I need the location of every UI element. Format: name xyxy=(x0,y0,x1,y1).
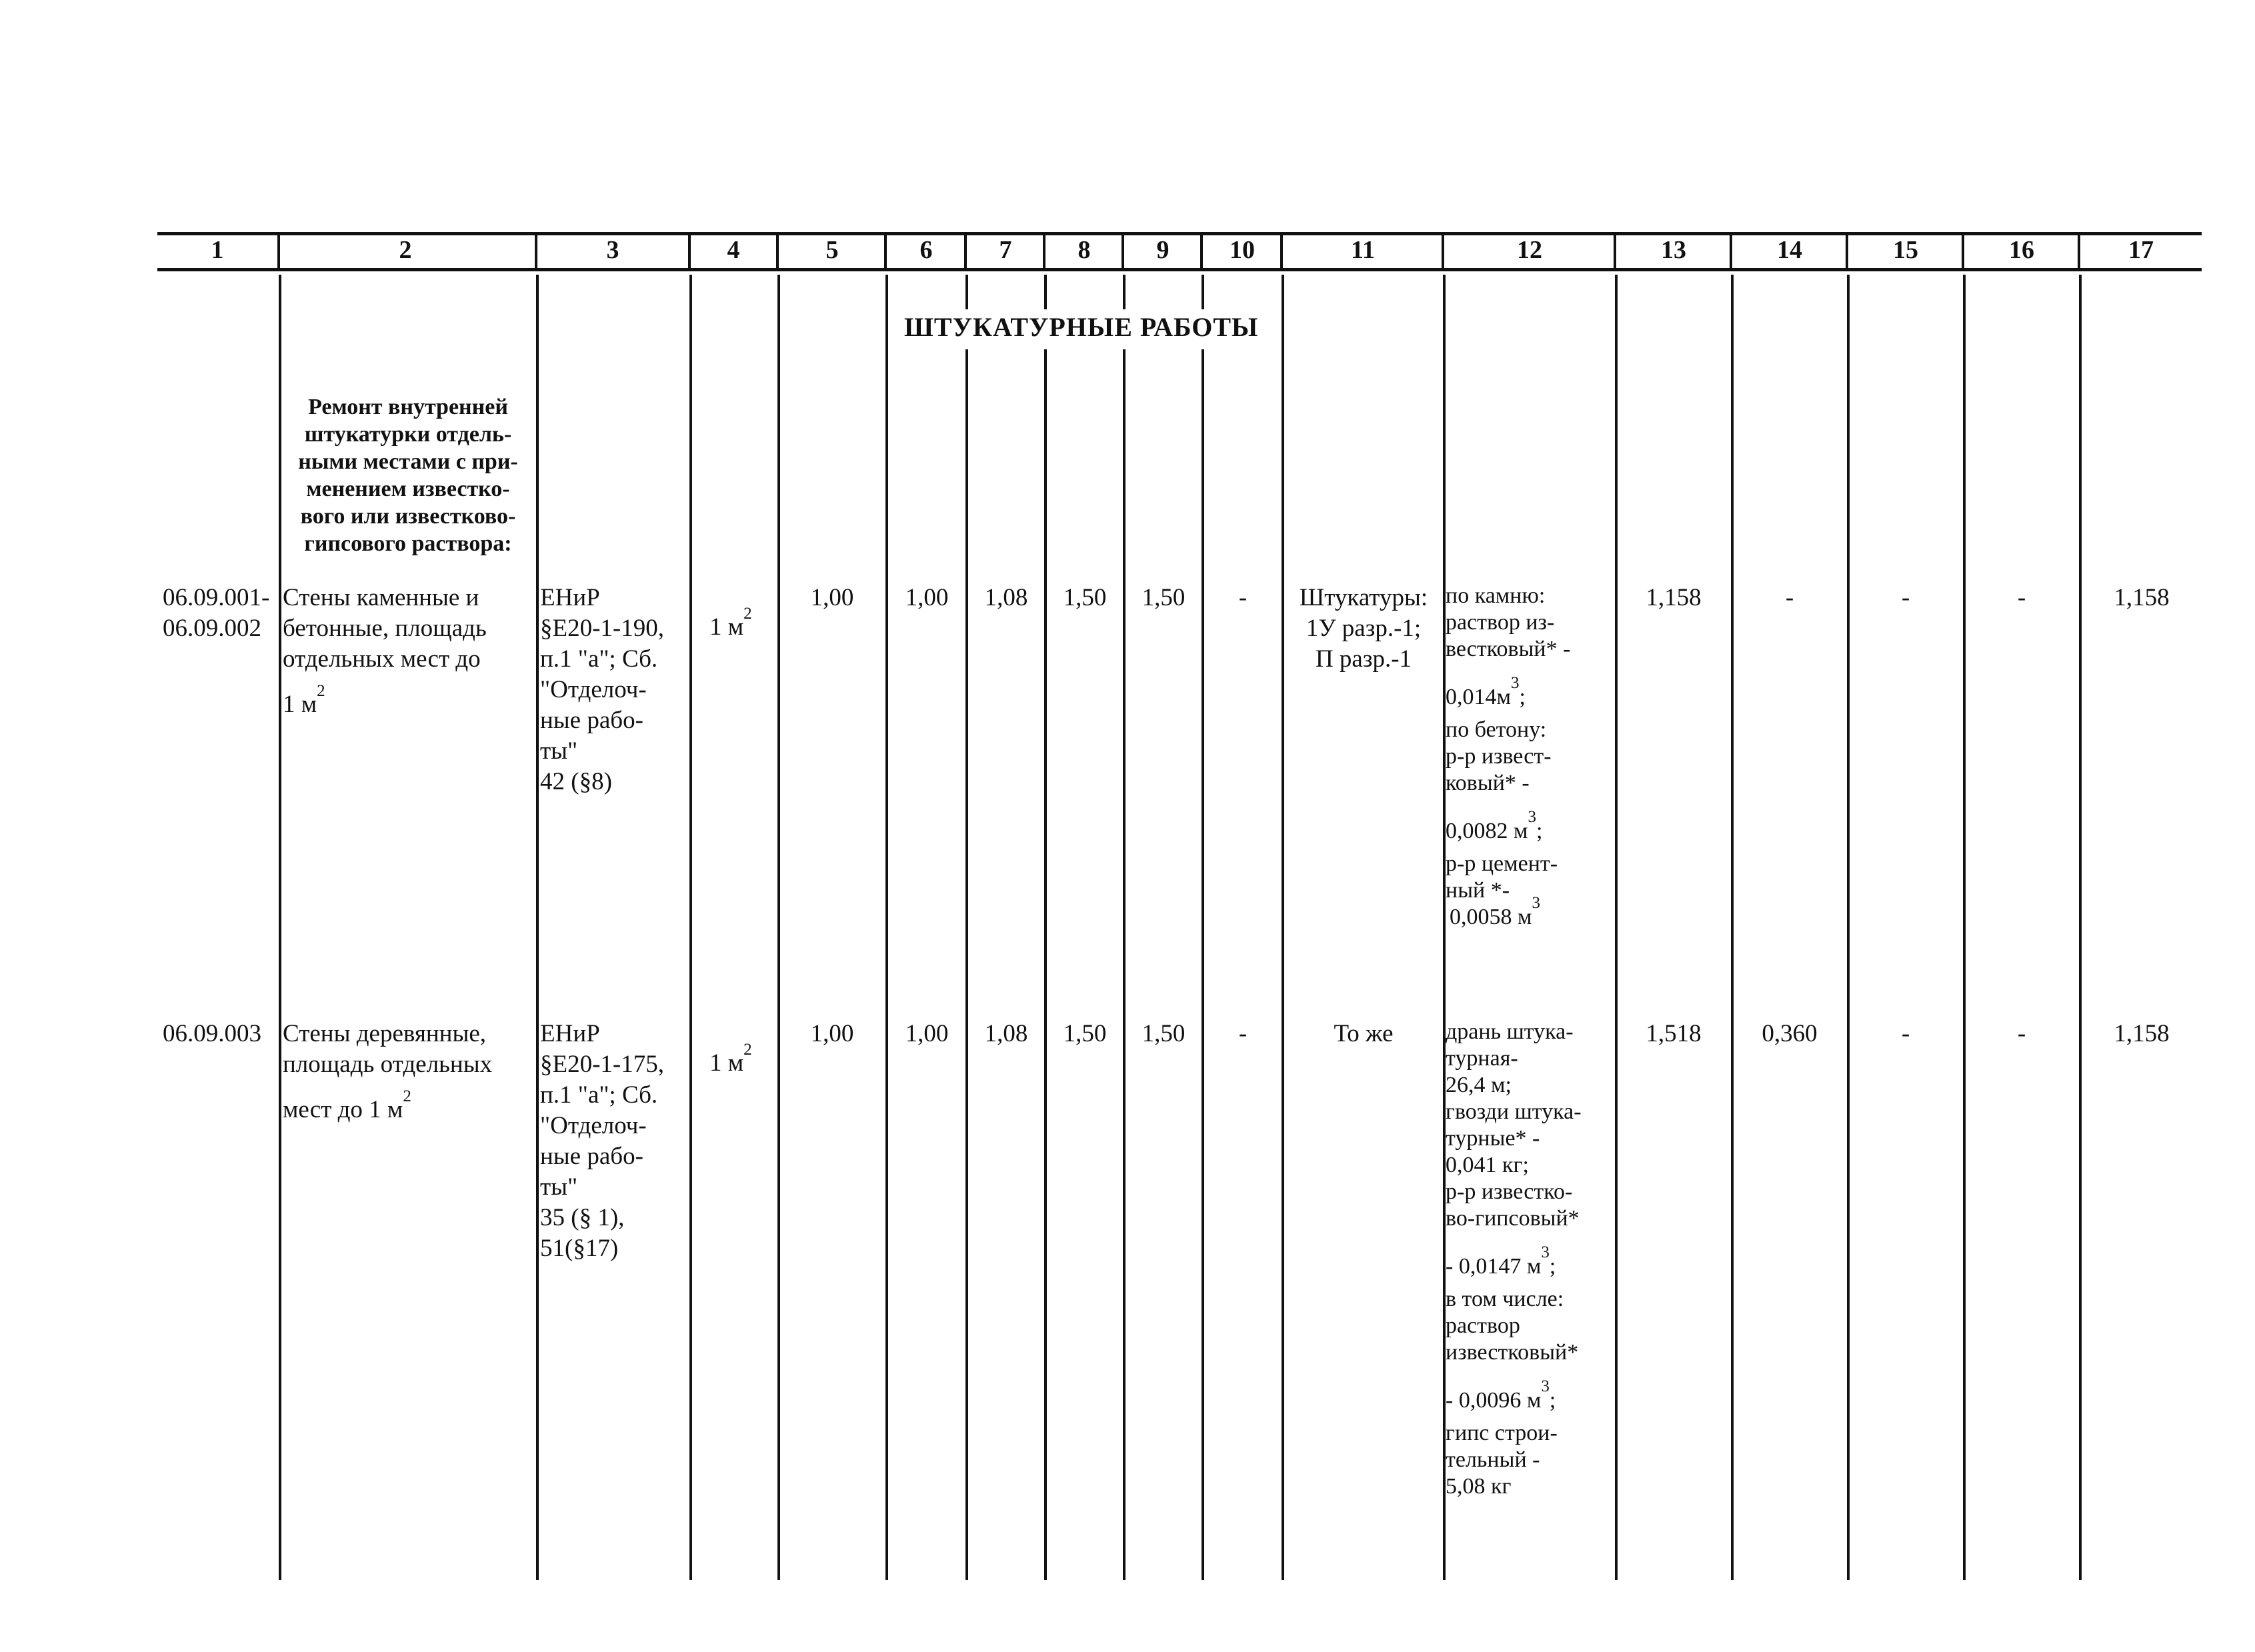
material-line: гипс строи- xyxy=(1446,1421,1558,1445)
col-header-4: 4 xyxy=(727,236,740,264)
group-title-line: гипсового раствора: xyxy=(304,531,512,556)
row-workers xyxy=(1284,1019,1443,1049)
row-col7: 1,08 xyxy=(984,584,1028,611)
code-line: 06.09.002 xyxy=(163,615,261,642)
col-header-2: 2 xyxy=(399,236,412,264)
header-divider xyxy=(277,233,280,269)
header-divider xyxy=(1121,233,1124,269)
row-norm xyxy=(540,583,664,797)
norm-line: 51(§17) xyxy=(540,1235,619,1262)
workers-line: 1У разр.-1; xyxy=(1306,615,1422,642)
col-header-7: 7 xyxy=(999,236,1012,264)
norm-line: ты" xyxy=(540,737,578,765)
col-header-13: 13 xyxy=(1661,236,1686,264)
column-divider xyxy=(1123,275,1125,309)
name-unit-text: 1 м xyxy=(283,691,317,718)
name-line: Стены каменные и xyxy=(283,584,479,611)
group-title-line: штукатурки отдель- xyxy=(304,422,512,447)
name-unit-sup: 2 xyxy=(403,1087,411,1105)
unit-sup: 2 xyxy=(743,605,752,623)
row-col9: 1,50 xyxy=(1142,1020,1186,1047)
header-divider xyxy=(776,233,779,269)
col-header-8: 8 xyxy=(1077,236,1091,264)
material-line: турная- xyxy=(1446,1046,1518,1071)
row-norm xyxy=(540,1019,664,1264)
col-header-6: 6 xyxy=(919,236,933,264)
workers-line: Штукатуры: xyxy=(1299,584,1428,611)
column-divider xyxy=(1731,275,1734,1580)
row-col8: 1,50 xyxy=(1063,1020,1107,1047)
header-divider xyxy=(1730,233,1732,269)
row-code xyxy=(163,583,269,644)
material-line: ковый* - xyxy=(1446,771,1530,795)
row-col16: - xyxy=(2017,1020,2026,1047)
material-text: - 0,0096 м xyxy=(1446,1388,1542,1413)
row-col6: 1,00 xyxy=(905,584,949,611)
column-divider xyxy=(1963,275,1966,1580)
material-line: р-р извест- xyxy=(1446,744,1552,769)
row-unit xyxy=(709,1041,752,1081)
row-col14: - xyxy=(1785,584,1794,611)
material-line: 0,041 кг; xyxy=(1446,1153,1529,1177)
workers-line: П разр.-1 xyxy=(1315,645,1412,673)
header-divider xyxy=(1200,233,1203,269)
code-line: 06.09.003 xyxy=(163,1020,261,1047)
norm-line: "Отделоч- xyxy=(540,676,647,703)
header-divider xyxy=(535,233,537,269)
material-line: вестковый* - xyxy=(1446,637,1571,661)
material-line: тельный - xyxy=(1446,1447,1540,1472)
column-divider xyxy=(965,349,968,1580)
material-line: в том числе: xyxy=(1446,1287,1564,1311)
column-divider xyxy=(1123,349,1125,1580)
norm-line: ные рабо- xyxy=(540,1143,643,1170)
header-divider xyxy=(1442,233,1444,269)
sup-3: 3 xyxy=(1528,808,1537,826)
col-header-3: 3 xyxy=(606,236,619,264)
material-line xyxy=(1446,1243,1582,1282)
row-col7: 1,08 xyxy=(984,1020,1028,1047)
material-line: р-р цемент- xyxy=(1446,851,1558,876)
unit-text: 1 м xyxy=(709,613,744,641)
material-line xyxy=(1446,674,1570,713)
norm-line: §Е20-1-175, xyxy=(540,1051,664,1078)
norm-line: 35 (§ 1), xyxy=(540,1204,625,1231)
code-line: 06.09.001- xyxy=(163,584,270,611)
section-title: ШТУКАТУРНЫЕ РАБОТЫ xyxy=(904,312,1259,342)
norm-line: ты" xyxy=(540,1173,578,1201)
sup-3: 3 xyxy=(1541,1377,1550,1395)
sup-3: 3 xyxy=(1541,1243,1550,1261)
material-line: гвозди штука- xyxy=(1446,1099,1582,1124)
col-header-5: 5 xyxy=(825,236,839,264)
group-title-line: менением известко- xyxy=(306,477,510,501)
material-line: турные* - xyxy=(1446,1126,1540,1151)
material-line: раствор из- xyxy=(1446,610,1555,635)
name-line: бетонные, площадь xyxy=(283,615,487,642)
col-header-11: 11 xyxy=(1351,236,1375,264)
material-line xyxy=(1446,808,1570,847)
row-col14: 0,360 xyxy=(1762,1020,1818,1047)
unit-text: 1 м xyxy=(709,1049,744,1077)
column-divider xyxy=(2079,275,2082,1580)
col-header-15: 15 xyxy=(1893,236,1918,264)
material-line xyxy=(1450,894,1570,933)
col-header-9: 9 xyxy=(1156,236,1170,264)
material-punct: ; xyxy=(1549,1254,1556,1279)
sup-3: 3 xyxy=(1511,674,1520,692)
material-line: по бетону: xyxy=(1446,717,1547,742)
material-punct: ; xyxy=(1519,685,1526,709)
norm-line: п.1 "а"; Сб. xyxy=(540,1081,658,1109)
material-line: дрань штука- xyxy=(1446,1019,1574,1044)
row-materials xyxy=(1446,1019,1582,1500)
name-line: отдельных мест до xyxy=(283,645,481,673)
header-divider xyxy=(1043,233,1045,269)
header-divider xyxy=(884,233,887,269)
material-line: 26,4 м; xyxy=(1446,1073,1512,1097)
column-divider xyxy=(777,275,780,1580)
group-title-line: Ремонт внутренней xyxy=(308,395,508,419)
col-header-14: 14 xyxy=(1777,236,1802,264)
row-materials xyxy=(1446,583,1570,933)
material-line: по камню: xyxy=(1446,583,1546,608)
column-divider xyxy=(965,275,968,309)
group-title-line: вого или известково- xyxy=(300,504,516,529)
col-header-1: 1 xyxy=(211,236,224,264)
column-divider xyxy=(1044,275,1047,309)
header-divider xyxy=(2078,233,2080,269)
norm-line: "Отделоч- xyxy=(540,1112,647,1139)
norm-line: 42 (§8) xyxy=(540,768,612,795)
header-divider xyxy=(688,233,691,269)
sup-3: 3 xyxy=(1532,894,1541,912)
row-col15: - xyxy=(1901,584,1910,611)
row-unit xyxy=(709,605,752,645)
column-divider xyxy=(279,275,281,1580)
row-col15: - xyxy=(1901,1020,1910,1047)
header-divider xyxy=(1280,233,1283,269)
row-col5: 1,00 xyxy=(810,584,854,611)
header-divider xyxy=(1614,233,1616,269)
row-code xyxy=(163,1019,261,1049)
norm-line: ЕНиР xyxy=(540,584,600,611)
group-title-line: ными местами с при- xyxy=(298,449,518,474)
norm-line: §Е20-1-190, xyxy=(540,615,664,642)
name-line: площадь отдельных xyxy=(283,1051,493,1078)
norm-line: ЕНиР xyxy=(540,1020,600,1047)
row-col13: 1,158 xyxy=(1646,584,1702,611)
column-divider xyxy=(536,275,539,1580)
row-col8: 1,50 xyxy=(1063,584,1107,611)
material-line: р-р известко- xyxy=(1446,1179,1573,1204)
norm-line: п.1 "а"; Сб. xyxy=(540,645,658,673)
row-col9: 1,50 xyxy=(1142,584,1186,611)
row-col6: 1,00 xyxy=(905,1020,949,1047)
row-col17: 1,158 xyxy=(2114,1020,2170,1047)
row-col10: - xyxy=(1238,1020,1248,1047)
material-line xyxy=(1446,1377,1582,1416)
name-unit-text: мест до 1 м xyxy=(283,1096,403,1123)
column-divider xyxy=(1615,275,1618,1580)
material-text: 0,0082 м xyxy=(1446,819,1528,843)
header-divider xyxy=(964,233,967,269)
row-col17: 1,158 xyxy=(2114,584,2170,611)
column-divider xyxy=(1847,275,1850,1580)
col-header-17: 17 xyxy=(2128,236,2154,264)
material-text: 0,0058 м xyxy=(1450,905,1532,929)
column-divider xyxy=(885,275,888,1580)
row-col16: - xyxy=(2017,584,2026,611)
col-header-16: 16 xyxy=(2009,236,2034,264)
norm-line: ные рабо- xyxy=(540,707,643,734)
workers-line: То же xyxy=(1334,1020,1394,1047)
material-punct: ; xyxy=(1536,819,1543,843)
row-col13: 1,518 xyxy=(1646,1020,1702,1047)
column-divider xyxy=(689,275,692,1580)
row-col10: - xyxy=(1238,584,1248,611)
header-divider xyxy=(1962,233,1964,269)
name-unit xyxy=(283,1087,492,1128)
material-text: 0,014м xyxy=(1446,685,1512,709)
material-line: раствор xyxy=(1446,1313,1520,1338)
material-punct: ; xyxy=(1549,1388,1556,1413)
col-header-10: 10 xyxy=(1230,236,1255,264)
name-unit-sup: 2 xyxy=(317,682,325,700)
material-line: во-гипсовый* xyxy=(1446,1206,1580,1231)
column-divider xyxy=(1202,275,1204,309)
column-divider xyxy=(1202,349,1204,1580)
material-line: известковый* xyxy=(1446,1340,1579,1365)
group-title xyxy=(283,393,533,557)
row-col5: 1,00 xyxy=(810,1020,854,1047)
material-text: - 0,0147 м xyxy=(1446,1254,1542,1279)
row-name xyxy=(283,583,487,723)
column-divider xyxy=(1044,349,1047,1580)
row-workers xyxy=(1284,583,1443,675)
name-unit xyxy=(283,682,487,723)
name-line: Стены деревянные, xyxy=(283,1020,486,1047)
row-name xyxy=(283,1019,492,1128)
material-line: 5,08 кг xyxy=(1446,1474,1512,1499)
column-divider xyxy=(1282,275,1284,1580)
header-bottom-rule xyxy=(157,268,2202,271)
material-line: ный *- xyxy=(1446,878,1510,903)
col-header-12: 12 xyxy=(1517,236,1542,264)
unit-sup: 2 xyxy=(743,1041,752,1059)
header-divider xyxy=(1846,233,1848,269)
